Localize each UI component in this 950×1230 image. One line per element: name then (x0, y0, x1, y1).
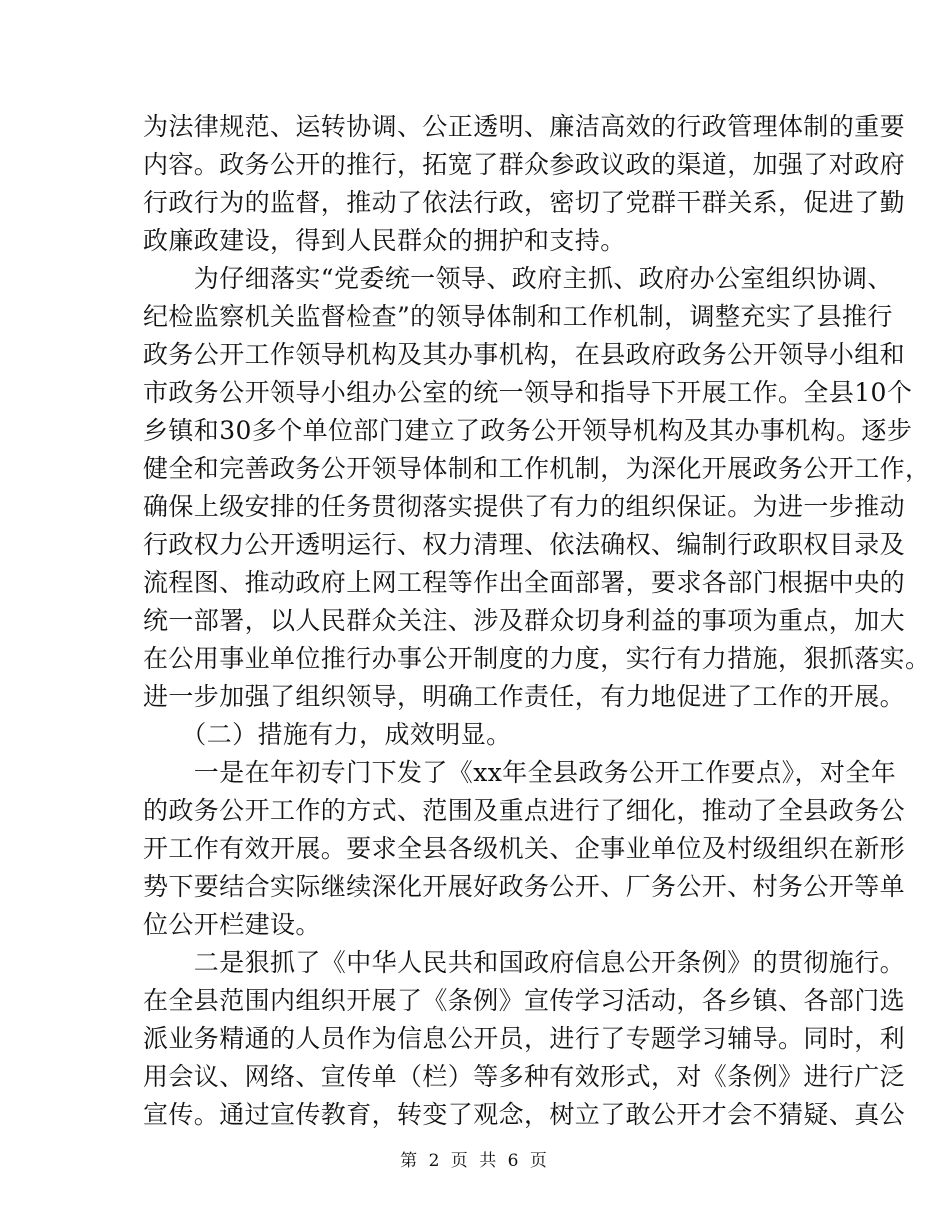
body-line: 位公开栏建设。 (143, 910, 321, 939)
body-line: 的政务公开工作的方式、范围及重点进行了细化，推动了全县政务公 (143, 796, 906, 825)
body-line: 在公用事业单位推行办事公开制度的力度，实行有力措施，狠抓落实。 (143, 644, 931, 673)
page-number-footer: 第 2 页 共 6 页 (400, 1151, 550, 1171)
body-line: 开工作有效开展。要求全县各级机关、企事业单位及村级组织在新形 (143, 834, 906, 863)
body-line: 在全县范围内组织开展了《条例》宣传学习活动，各乡镇、各部门选 (143, 986, 906, 1015)
body-line: 健全和完善政务公开领导体制和工作机制，为深化开展政务公开工作， (143, 454, 931, 483)
body-line: 乡镇和30多个单位部门建立了政务公开领导机构及其办事机构。逐步 (143, 416, 913, 445)
body-line: 行政行为的监督，推动了依法行政，密切了党群干群关系，促进了勤 (143, 188, 906, 217)
body-line: 势下要结合实际继续深化开展好政务公开、厂务公开、村务公开等单 (143, 872, 906, 901)
section-heading: （二）措施有力，成效明显。 (143, 720, 512, 749)
body-line: 市政务公开领导小组办公室的统一领导和指导下开展工作。全县10个 (143, 378, 913, 407)
body-line: 统一部署，以人民群众关注、涉及群众切身利益的事项为重点，加大 (143, 606, 906, 635)
body-line: 进一步加强了组织领导，明确工作责任，有力地促进了工作的开展。 (143, 682, 906, 711)
body-line: 内容。政务公开的推行，拓宽了群众参政议政的渠道，加强了对政府 (143, 150, 906, 179)
body-line: 政廉政建设，得到人民群众的拥护和支持。 (143, 226, 626, 255)
body-line: 用会议、网络、宣传单（栏）等多种有效形式，对《条例》进行广泛 (143, 1062, 906, 1091)
body-line: 为法律规范、运转协调、公正透明、廉洁高效的行政管理体制的重要 (143, 112, 906, 141)
body-line: 政务公开工作领导机构及其办事机构，在县政府政务公开领导小组和 (143, 340, 906, 369)
body-line: 确保上级安排的任务贯彻落实提供了有力的组织保证。为进一步推动 (143, 492, 906, 521)
body-line: 派业务精通的人员作为信息公开员，进行了专题学习辅导。同时，利 (143, 1024, 906, 1053)
body-line: 为仔细落实“党委统一领导、政府主抓、政府办公室组织协调、 (143, 264, 893, 293)
body-line: 行政权力公开透明运行、权力清理、依法确权、编制行政职权目录及 (143, 530, 906, 559)
body-line: 二是狠抓了《中华人民共和国政府信息公开条例》的贯彻施行。 (143, 948, 906, 977)
body-line: 流程图、推动政府上网工程等作出全面部署，要求各部门根据中央的 (143, 568, 906, 597)
body-line: 纪检监察机关监督检查”的领导体制和工作机制，调整充实了县推行 (143, 302, 893, 331)
body-line: 宣传。通过宣传教育，转变了观念，树立了敢公开才会不猜疑、真公 (143, 1100, 906, 1129)
body-line: 一是在年初专门下发了《xx年全县政务公开工作要点》，对全年 (143, 758, 897, 787)
